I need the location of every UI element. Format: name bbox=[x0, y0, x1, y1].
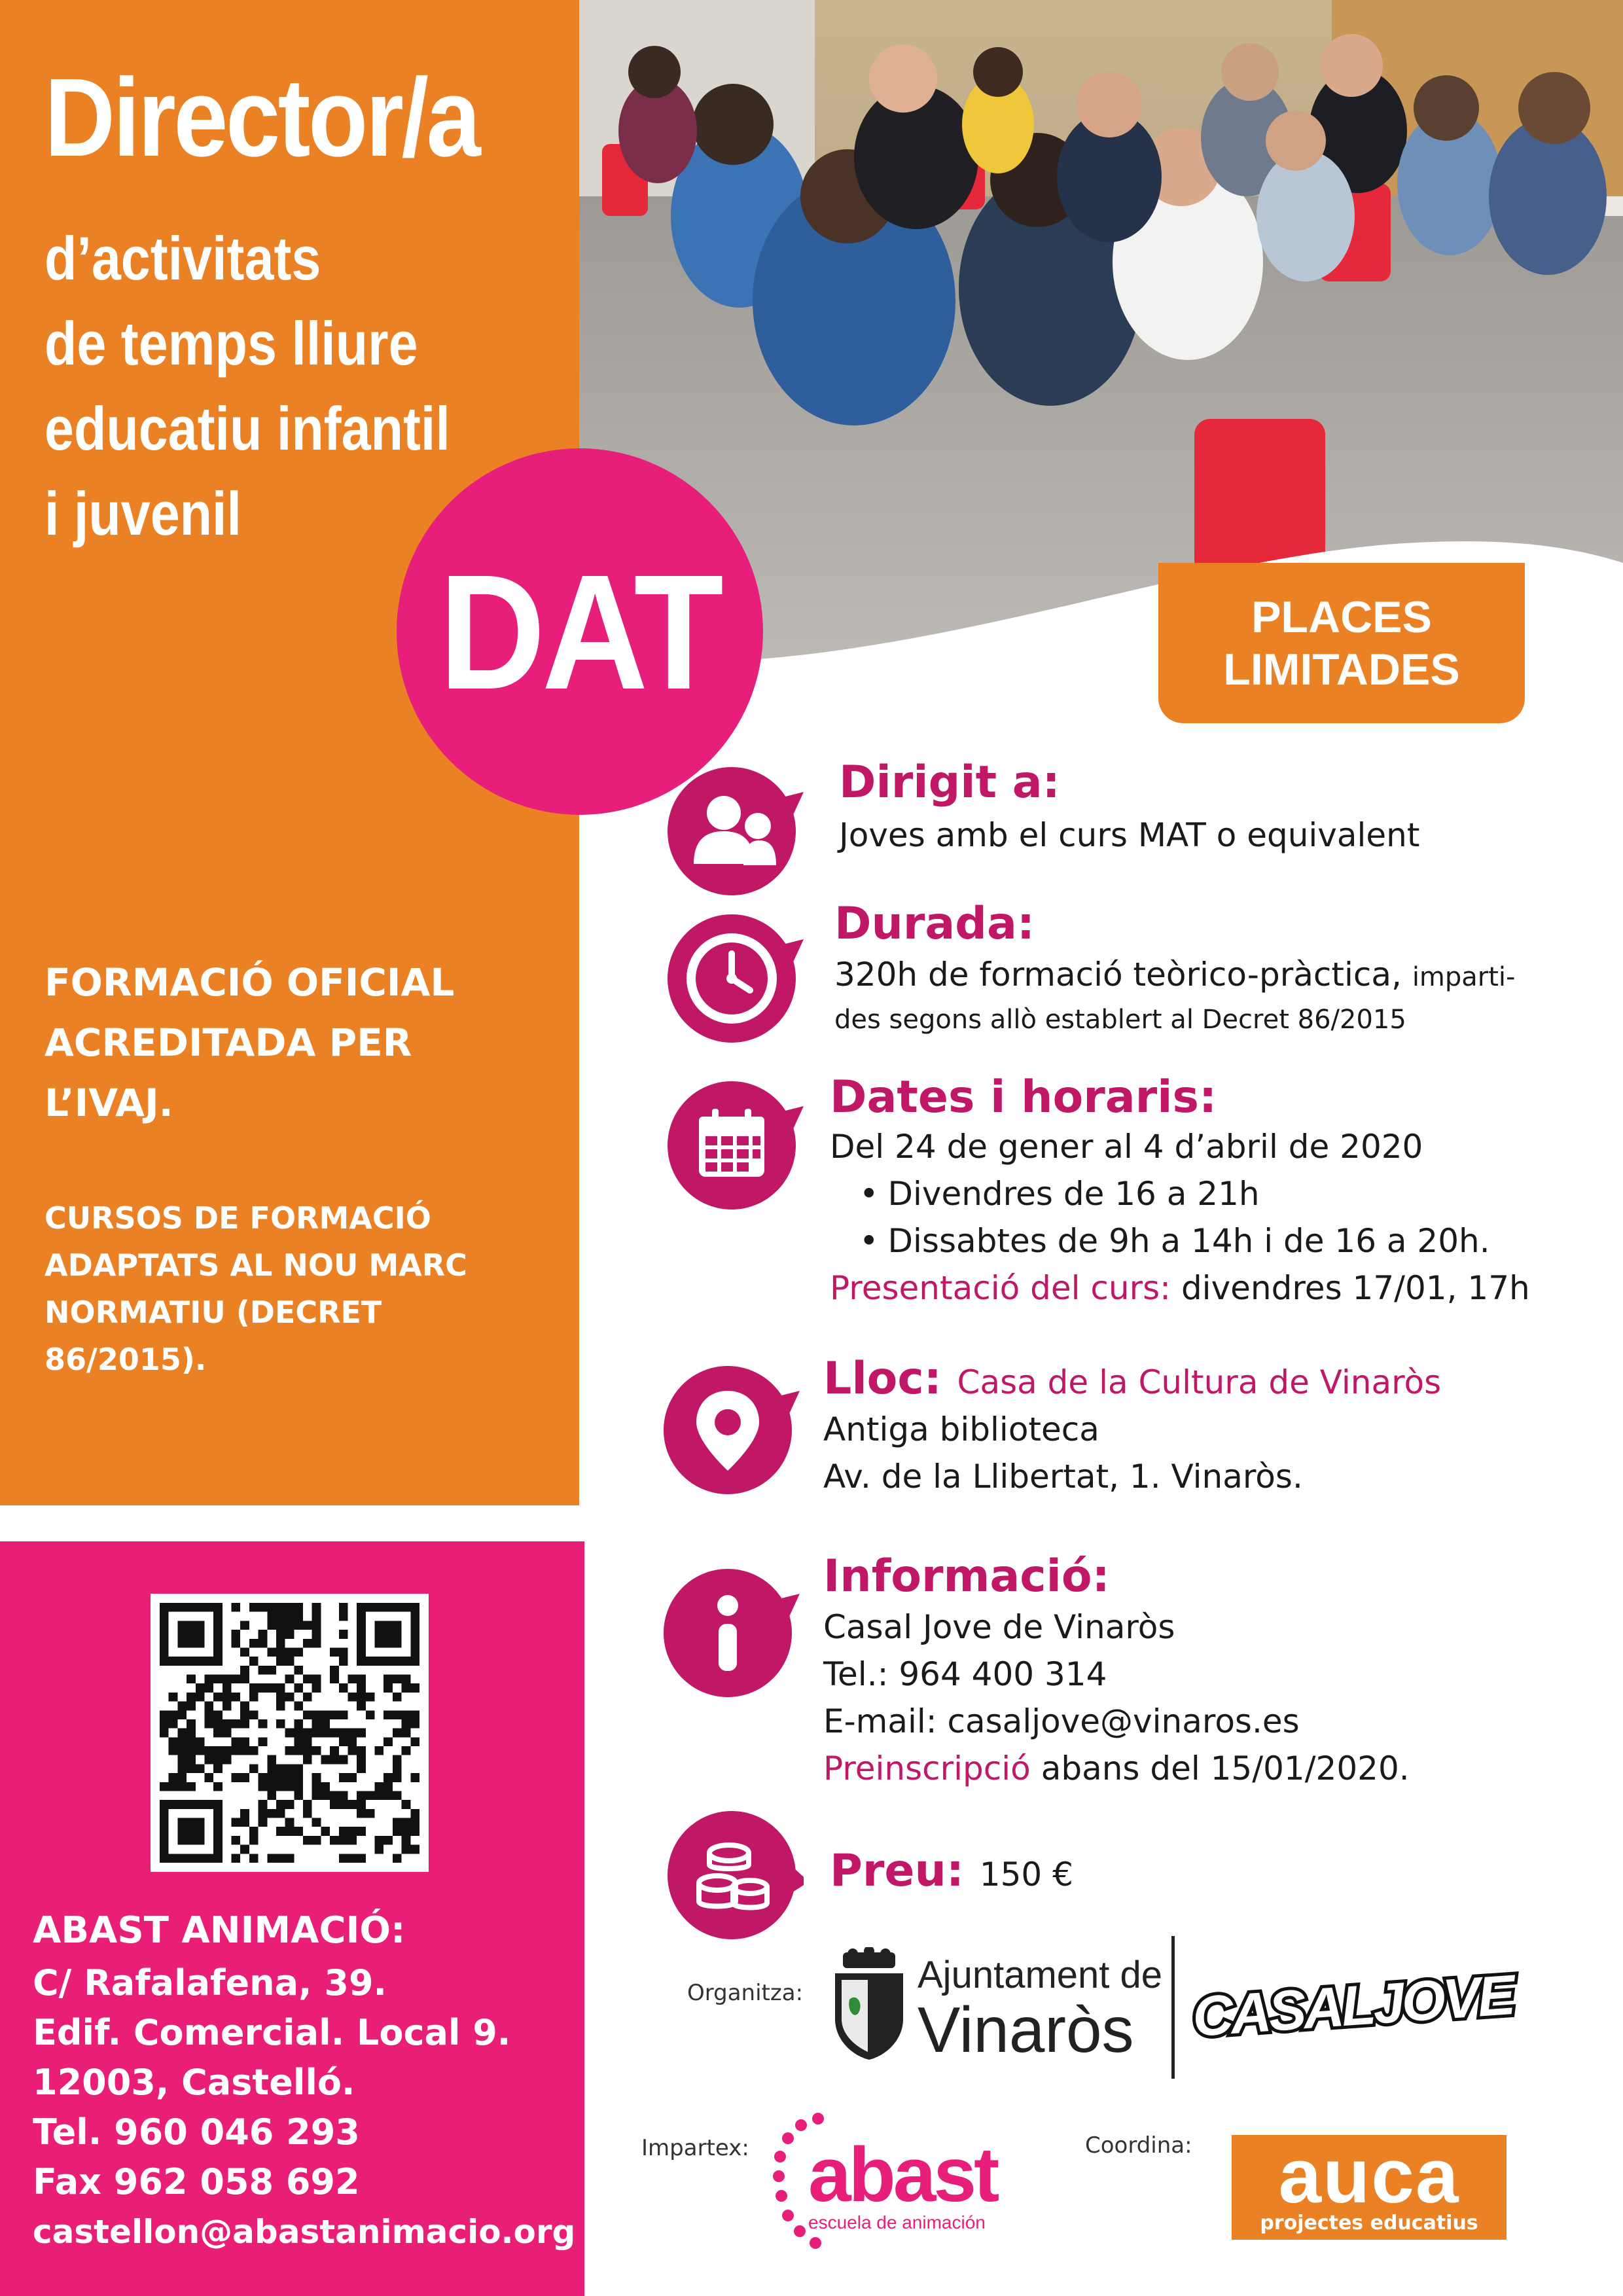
lloc-venue: Casa de la Cultura de Vinaròs bbox=[957, 1363, 1442, 1401]
dates-bullet: • Divendres de 16 a 21h bbox=[830, 1170, 1530, 1217]
limited-places-badge bbox=[1158, 563, 1525, 723]
logo-divider bbox=[1171, 1936, 1175, 2079]
vinaros-coat-of-arms-icon bbox=[830, 1947, 908, 2062]
auca-logo-sub: projectes educatius bbox=[1260, 2212, 1478, 2234]
dates-title: Dates i horaris: bbox=[830, 1071, 1217, 1123]
informacio-line: Casal Jove de Vinaròs bbox=[823, 1608, 1175, 1646]
info-icon bbox=[662, 1568, 800, 1698]
qr-code[interactable] bbox=[151, 1594, 429, 1872]
durada-line: des segons allò establert al Decret 86/2015 bbox=[834, 1005, 1406, 1035]
subtitle-line: de temps lliure bbox=[45, 309, 418, 378]
calendar-icon bbox=[666, 1080, 804, 1211]
lloc-body bbox=[823, 1406, 1303, 1500]
presentation-value: divendres 17/01, 17h bbox=[1181, 1269, 1530, 1307]
ajuntament-line2: Vinaròs bbox=[918, 1994, 1134, 2066]
preinscription-label: Preinscripció bbox=[823, 1749, 1031, 1787]
places-line: PLACES bbox=[1251, 592, 1432, 642]
subtitle-line: d’activitats bbox=[45, 224, 321, 293]
organitza-label: Organitza: bbox=[687, 1980, 804, 2006]
subtitle-line: educatiu infantil bbox=[45, 394, 450, 463]
dates-body bbox=[830, 1123, 1530, 1312]
impartex-label: Impartex: bbox=[641, 2135, 749, 2161]
lloc-title: Lloc: bbox=[823, 1353, 942, 1405]
casal-jove-logo bbox=[1190, 1963, 1515, 2049]
preu-row bbox=[830, 1845, 1073, 1897]
durada-line bbox=[834, 951, 1515, 1001]
durada-body bbox=[834, 951, 1515, 1039]
coordina-label: Coordina: bbox=[1085, 2132, 1192, 2159]
abast-logo bbox=[808, 2132, 997, 2234]
informacio-phone: Tel.: 964 400 314 bbox=[823, 1655, 1107, 1693]
dirigit-body bbox=[839, 812, 1419, 859]
subtitle-line: i juvenil bbox=[45, 479, 241, 548]
adapted-courses-note bbox=[45, 1194, 542, 1383]
lloc-line: Av. de la Llibertat, 1. Vinaròs. bbox=[823, 1458, 1303, 1496]
main-title: Director/a bbox=[45, 56, 479, 180]
ajuntament-logo bbox=[918, 1954, 1163, 2066]
informacio-title: Informació: bbox=[823, 1551, 1110, 1602]
preu-title: Preu: bbox=[830, 1845, 965, 1897]
dirigit-title: Dirigit a: bbox=[839, 757, 1060, 808]
dirigit-line: Joves amb el curs MAT o equivalent bbox=[839, 816, 1420, 854]
presentation-line bbox=[830, 1265, 1530, 1312]
adapted-line: CURSOS DE FORMACIÓ bbox=[45, 1200, 431, 1236]
dates-bullet: • Dissabtes de 9h a 14h i de 16 a 20h. bbox=[830, 1217, 1530, 1265]
presentation-label: Presentació del curs: bbox=[830, 1269, 1171, 1307]
organization-name: ABAST ANIMACIÓ: bbox=[33, 1909, 406, 1952]
dat-badge bbox=[397, 448, 763, 815]
clock-icon bbox=[666, 913, 804, 1044]
location-pin-icon bbox=[662, 1365, 800, 1496]
lloc-line: Antiga biblioteca bbox=[823, 1410, 1099, 1448]
places-line: LIMITADES bbox=[1223, 644, 1460, 694]
qr-code-icon bbox=[160, 1603, 419, 1863]
casal-jove-text: CASALJOVE bbox=[1190, 1963, 1515, 2049]
dat-badge-text: DAT bbox=[439, 540, 721, 723]
lloc-title-row bbox=[823, 1353, 1442, 1405]
adapted-line: ADAPTATS AL NOU MARC bbox=[45, 1247, 467, 1283]
dates-range: Del 24 de gener al 4 d’abril de 2020 bbox=[830, 1128, 1423, 1166]
organization-email[interactable]: castellon@abastanimacio.org bbox=[33, 2213, 576, 2251]
official-line: L’IVAJ. bbox=[45, 1081, 173, 1125]
address-line: 12003, Castelló. bbox=[33, 2062, 355, 2103]
adapted-line: 86/2015). bbox=[45, 1342, 207, 1377]
auca-logo-text: auca bbox=[1278, 2133, 1460, 2219]
durada-title: Durada: bbox=[834, 898, 1035, 950]
adapted-line: NORMATIU (DECRET bbox=[45, 1295, 382, 1330]
informacio-body bbox=[823, 1604, 1410, 1792]
official-line: FORMACIÓ OFICIAL bbox=[45, 960, 455, 1005]
preinscription-line bbox=[823, 1745, 1410, 1792]
official-accreditation bbox=[45, 952, 542, 1133]
subtitle bbox=[45, 216, 506, 556]
auca-logo bbox=[1232, 2135, 1507, 2240]
official-line: ACREDITADA PER bbox=[45, 1020, 412, 1065]
phone-line: Tel. 960 046 293 bbox=[33, 2111, 360, 2153]
organization-contact bbox=[33, 1905, 582, 2257]
durada-main: 320h de formació teòrico-pràctica, bbox=[834, 956, 1402, 994]
preu-value: 150 € bbox=[979, 1856, 1073, 1893]
abast-logo-text: abast bbox=[808, 2132, 997, 2218]
abast-logo-sub: escuela de animación bbox=[808, 2212, 986, 2233]
preinscription-value: abans del 15/01/2020. bbox=[1041, 1749, 1410, 1787]
coins-icon bbox=[666, 1810, 804, 1941]
address-line: Edif. Comercial. Local 9. bbox=[33, 2012, 511, 2053]
address-line: C/ Rafalafena, 39. bbox=[33, 1962, 387, 2003]
durada-extra: imparti- bbox=[1412, 962, 1516, 992]
informacio-email[interactable]: E-mail: casaljove@vinaros.es bbox=[823, 1702, 1300, 1740]
ajuntament-line1: Ajuntament de bbox=[918, 1954, 1163, 1996]
people-icon bbox=[666, 766, 804, 897]
fax-line: Fax 962 058 692 bbox=[33, 2161, 360, 2202]
